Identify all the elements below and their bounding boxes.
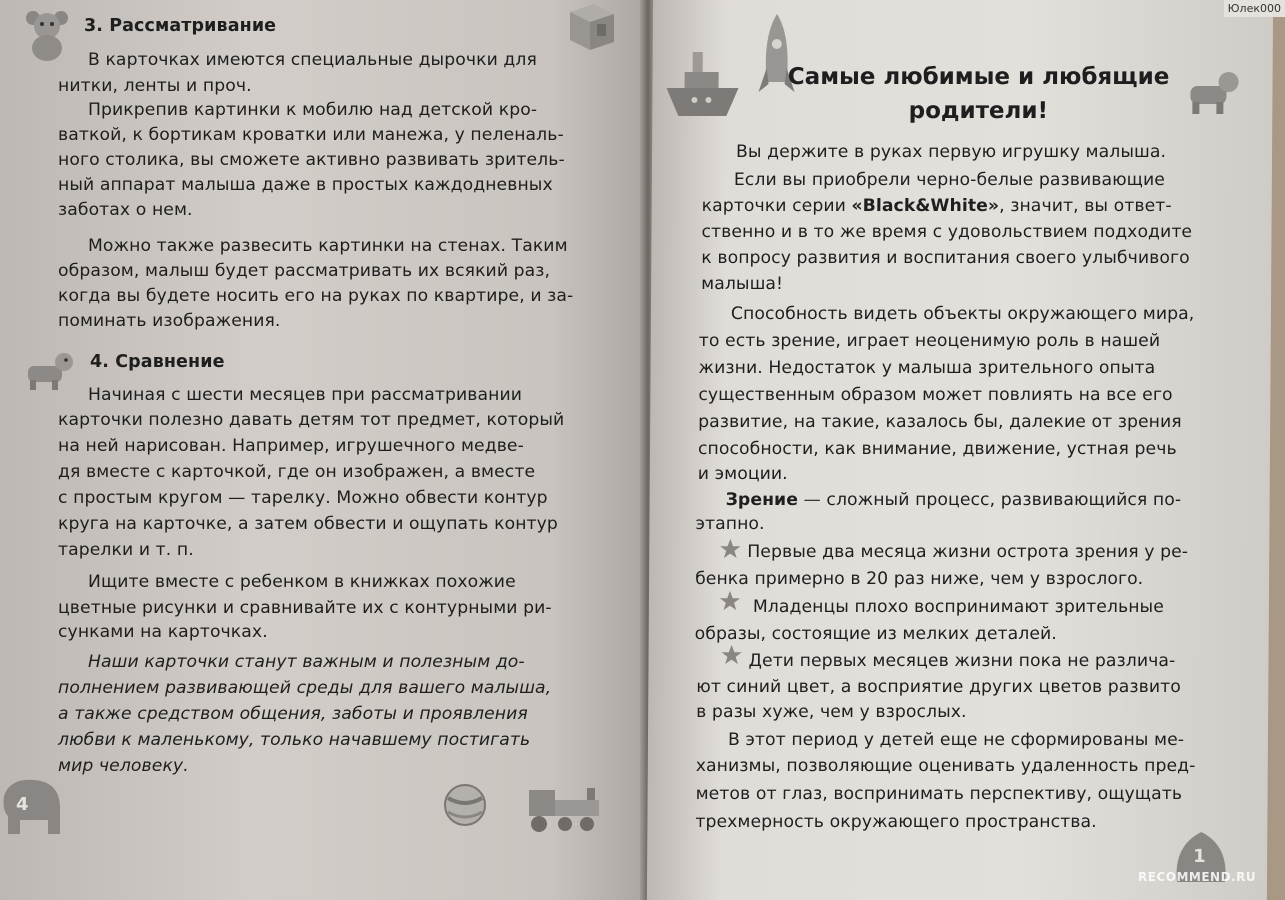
text-line: Прикрепив картинки к мобилю над детской кро- bbox=[88, 100, 538, 120]
text-line: В этот период у детей еще не сформированы ме- bbox=[727, 730, 1185, 750]
page-title-line2: родители! bbox=[908, 98, 1049, 124]
text-line: образом, малыш будет рассматривать их всякий раз, bbox=[58, 261, 551, 281]
text-line: в разы хуже, чем у взрослых. bbox=[696, 702, 967, 722]
text-line: Вы держите в руках первую игрушку малыша. bbox=[736, 142, 1167, 162]
text-line: Младенцы плохо воспринимают зрительные bbox=[752, 597, 1165, 617]
section4-heading: 4. Сравнение bbox=[90, 352, 225, 372]
text-line: круга на карточке, а затем обвести и ощупать контур bbox=[58, 514, 558, 534]
italic-line: мир человеку. bbox=[58, 756, 189, 776]
text-line: малыша! bbox=[701, 274, 784, 294]
text-line: развитие, на такие, казалось бы, далекие от зрения bbox=[698, 412, 1182, 432]
text-line: В карточках имеются специальные дырочки для bbox=[88, 50, 537, 70]
text-line: заботах о нем. bbox=[58, 200, 193, 220]
text-line: Дети первых месяцев жизни пока не различа- bbox=[748, 651, 1176, 671]
italic-line: любви к маленькому, только начавшему постигать bbox=[58, 730, 531, 750]
text-line bbox=[702, 196, 1172, 216]
text-line: Первые два месяца жизни острота зрения у ре- bbox=[747, 542, 1189, 562]
text-line: трехмерность окружающего пространства. bbox=[695, 812, 1097, 832]
toy-block-icon bbox=[560, 0, 618, 52]
text-line: то есть зрение, играет неоценимую роль в нашей bbox=[698, 331, 1161, 351]
user-tag: Юлек000 bbox=[1224, 0, 1285, 17]
toy-ship-icon bbox=[662, 44, 743, 128]
star-bullet-icon bbox=[719, 590, 741, 612]
text-line: сунками на карточках. bbox=[58, 622, 268, 642]
text-line: дя вместе с карточкой, где он изображен, а вместе bbox=[58, 462, 536, 482]
text-line: с простым кругом — тарелку. Можно обвести контур bbox=[58, 488, 548, 508]
text-line: метов от глаз, воспринимать перспективу, ощущать bbox=[695, 784, 1183, 804]
text-line: на ней нарисован. Например, игрушечного медве- bbox=[58, 436, 524, 456]
watermark: RECOMMEND.RU bbox=[1138, 870, 1257, 884]
toy-train-icon bbox=[525, 782, 611, 838]
text-line: карточки полезно давать детям тот предмет, который bbox=[58, 410, 565, 430]
text-line: Ищите вместе с ребенком в книжках похожие bbox=[88, 572, 516, 592]
italic-line: а также средством общения, заботы и проявления bbox=[58, 704, 528, 724]
text-line: Способность видеть объекты окружающего мира, bbox=[730, 304, 1195, 324]
rocket-icon bbox=[756, 12, 797, 108]
section3-heading: 3. Рассматривание bbox=[84, 16, 277, 36]
right-page bbox=[647, 0, 1273, 900]
text-line: когда вы будете носить его на руках по квартире, и за- bbox=[58, 286, 574, 306]
page-title-line1: Самые любимые и любящие bbox=[787, 64, 1170, 90]
text-line: ный аппарат малыша даже в простых каждодневных bbox=[58, 175, 553, 195]
text-line: бенка примерно в 20 раз ниже, чем у взрослого. bbox=[695, 569, 1144, 589]
star-bullet-icon bbox=[720, 644, 742, 666]
ball-icon bbox=[442, 782, 488, 828]
italic-line: полнением развивающей среды для вашего малыша, bbox=[58, 678, 552, 698]
term-vision: Зрение bbox=[725, 490, 799, 510]
series-name: «Black&White» bbox=[851, 196, 1000, 216]
text-line: к вопросу развития и воспитания своего улыбчивого bbox=[701, 248, 1190, 268]
teddy-bear-icon bbox=[18, 6, 76, 64]
text-line: тарелки и т. п. bbox=[58, 540, 194, 560]
text-line: способности, как внимание, движение, устная речь bbox=[697, 439, 1177, 459]
text-line: Если вы приобрели черно-белые развивающие bbox=[733, 170, 1166, 190]
page-number: 4 bbox=[16, 794, 29, 815]
italic-line: Наши карточки станут важным и полезным до- bbox=[88, 652, 525, 672]
text-line: ного столика, вы сможете активно развивать зритель- bbox=[58, 150, 565, 170]
toy-dog-icon bbox=[22, 350, 76, 394]
text-line: цветные рисунки и сравнивайте их с контурными ри- bbox=[58, 598, 552, 618]
text-fragment: , значит, вы ответ- bbox=[999, 196, 1172, 216]
elephant-icon bbox=[0, 776, 66, 840]
text-fragment: карточки серии bbox=[701, 196, 852, 216]
toy-dog-icon bbox=[1182, 66, 1244, 122]
text-line: поминать изображения. bbox=[58, 311, 281, 331]
text-line: и эмоции. bbox=[697, 464, 788, 484]
text-fragment: — сложный процесс, развивающийся по- bbox=[797, 490, 1182, 510]
star-bullet-icon bbox=[719, 538, 741, 560]
text-line: этапно. bbox=[695, 514, 765, 534]
text-line: образы, состоящие из мелких деталей. bbox=[694, 624, 1057, 644]
text-line: жизни. Недостаток у малыша зрительного опыта bbox=[698, 358, 1156, 378]
text-line: нитки, ленты и проч. bbox=[58, 76, 252, 96]
text-line: Начиная с шести месяцев при рассматривании bbox=[88, 385, 523, 405]
text-line: Можно также развесить картинки на стенах. Таким bbox=[88, 236, 568, 256]
page-number: 1 bbox=[1193, 846, 1206, 867]
text-line: ственно и в то же время с удовольствием подходите bbox=[701, 222, 1193, 242]
text-line bbox=[726, 490, 1182, 510]
text-line: ваткой, к бортикам кроватки или манежа, у пеленаль- bbox=[58, 125, 564, 145]
text-line: ют синий цвет, а восприятие других цветов развито bbox=[696, 677, 1181, 697]
text-line: существенным образом может повлиять на все его bbox=[698, 385, 1173, 405]
text-line: ханизмы, позволяющие оценивать удаленность пред- bbox=[695, 756, 1196, 776]
